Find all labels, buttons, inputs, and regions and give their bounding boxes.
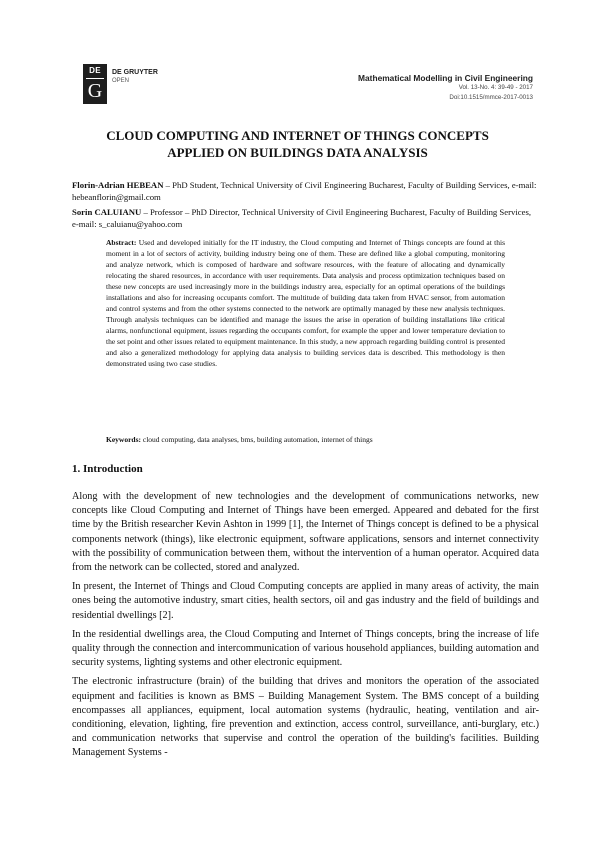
logo-de-text: DE [89,66,101,75]
journal-volume: Vol. 13-No. 4: 39-49 - 2017 [458,84,533,91]
body-paragraph: In the residential dwellings area, the Cloud Computing and Internet of Things concepts, bring the increase of life quality through the connection and intercommunication of various household appliances, building automation and security systems, lighting systems and other electronic equipment. [72,628,539,669]
publisher-logo [83,64,107,104]
author-details: – Professor – PhD Director, Technical University of Civil Engineering Bucharest, Faculty of Building Services, e-mail: s_caluianu@yahoo.com [72,207,532,229]
journal-info [358,73,533,103]
author-name: Florin-Adrian HEBEAN [72,180,164,190]
author-entry [72,206,539,230]
body-paragraph: Along with the development of new technologies and the development of communications networks, new concepts like Cloud Computing and Internet of Things have been emerged. Appeared and debated for the first time by the British researcher Kevin Ashton in 1999 [1], the Internet of Things concept is defined to be a physical components network (things), like electronic equipment, software applications, sensors and internet connectivity with the possibility of communication between them, without the intervention of a human operator. Acquired data from the network can be collected, stored and analyzed. [72,491,539,574]
keywords [106,434,505,445]
keywords-text: cloud computing, data analyses, bms, building automation, internet of things [141,435,373,444]
keywords-label: Keywords: [106,435,141,444]
paper-title-line-2: APPLIED ON BUILDINGS DATA ANALYSIS [167,145,428,160]
abstract-text: Used and developed initially for the IT industry, the Cloud computing and Internet of Things concepts are found at this moment in a lot of sectors of activity, building industry being one of them. These are defined like a global computing, monitoring and analyze network, which is composed of hardware and software resources, with the feature of allocating and dynamically relocating the shared resources, in accordance with user requirements. Data analysis and process optimization techniques based on these new concepts are used increasingly more in the buildings industry area, especially for an optimal operations of the buildings installations and also for increasing occupants comfort. The multitude of building data taken from HVAC sensor, from automation and control systems and from the other systems connected to the network are optimally managed by these new analysis techniques. Through analysis techniques can be identified and manage the issues the arise in operation of building installations like critical alarms, nonfunctional equipment, issues regarding the occupants comfort, for example the upper and lower temperature deviation to the set point and other issues related to equipment maintenance. In this study, a new approach regarding building control is presented and also a generalized methodology for applying data analysis to building services data is described. This methodology is then demonstrated using two case studies. [106,238,505,368]
abstract-label: Abstract: [106,238,137,247]
section-heading: 1. Introduction [72,463,143,475]
author-list [72,179,539,233]
body-paragraph: The electronic infrastructure (brain) of the building that drives and monitors the operation of the associated equipment and facilities is known as BMS – Building Management System. The BMS concept of a building encompasses all appliances, equipment, local automation systems (hydraulic, heating, ventilation and air-conditioning, elevation, lighting, fire prevention and extinction, access control, surveillance, anti-burglary, etc.) and communication networks that supervise and control the operation of the building's facilities. Building Management Systems - [72,676,539,759]
paper-title-line-1: CLOUD COMPUTING AND INTERNET OF THINGS CONCEPTS [106,128,489,143]
logo-g-letter: G [87,80,103,102]
journal-doi: Doi:10.1515/mmce-2017-0013 [449,94,533,101]
abstract [106,237,505,369]
publisher-name [112,69,158,85]
author-entry [72,179,539,203]
publisher-access-label: OPEN [112,78,130,84]
body-paragraph: In present, the Internet of Things and Cloud Computing concepts are applied in many areas of activity, the main ones being the automotive industry, smart cities, health sectors, oil and gas industry and the field of buildings and residential dwellings [2]. [72,581,539,621]
author-details: – PhD Student, Technical University of Civil Engineering Bucharest, Faculty of Building Services, e-mail: hebeanflorin@gmail.com [72,180,537,202]
publisher-name-label: DE GRUYTER [112,69,158,76]
paper-title [60,127,535,161]
journal-title: Mathematical Modelling in Civil Engineering [358,73,533,83]
author-name: Sorin CALUIANU [72,207,142,217]
section-body [72,490,539,766]
